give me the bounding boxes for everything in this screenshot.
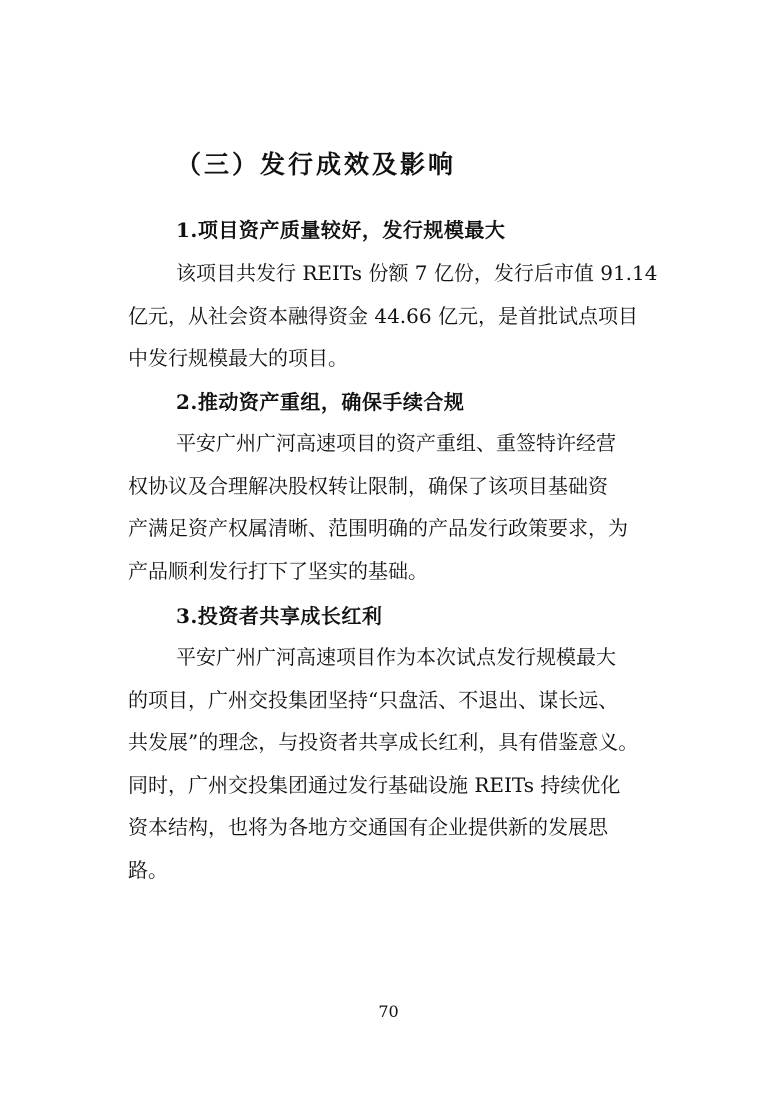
page-number: 70 [378, 1002, 399, 1021]
paragraph-line: 权协议及合理解决股权转让限制，确保了该项目基础资 [128, 473, 608, 498]
paragraph-line: 的项目，广州交投集团坚持“只盘活、不退出、谋长远、 [128, 687, 619, 712]
paragraph-line: 该项目共发行 REITs 份额 7 亿份，发行后市值 91.14 [176, 261, 658, 285]
paragraph-3 [128, 636, 674, 891]
paragraph-line: 产满足资产权属清晰、范围明确的产品发行政策要求，为 [128, 516, 628, 540]
heading-1: 1.项目资产质量较好，发行规模最大 [176, 218, 506, 242]
paragraph-line: 资本结构，也将为各地方交通国有企业提供新的发展思 [128, 815, 608, 839]
paragraph-line: 共发展”的理念，与投资者共享成长红利，具有借鉴意义。 [128, 730, 639, 754]
paragraph-line: 亿元，从社会资本融得资金 44.66 亿元，是首批试点项目 [128, 303, 638, 328]
paragraph-line: 产品顺利发行打下了坚实的基础。 [128, 558, 428, 583]
heading-3: 3.投资者共享成长红利 [176, 604, 383, 628]
paragraph-1 [128, 252, 674, 380]
heading-2: 2.推动资产重组，确保手续合规 [176, 390, 465, 414]
section-title: （三）发行成效及影响 [176, 150, 457, 179]
paragraph-line: 同时，广州交投集团通过发行基础设施 REITs 持续优化 [128, 772, 621, 797]
paragraph-line: 平安广州广河高速项目作为本次试点发行规模最大 [176, 645, 616, 669]
paragraph-line: 路。 [128, 857, 168, 882]
paragraph-line: 平安广州广河高速项目的资产重组、重签特许经营 [176, 431, 616, 455]
paragraph-line: 中发行规模最大的项目。 [128, 346, 348, 370]
paragraph-2 [128, 422, 674, 592]
